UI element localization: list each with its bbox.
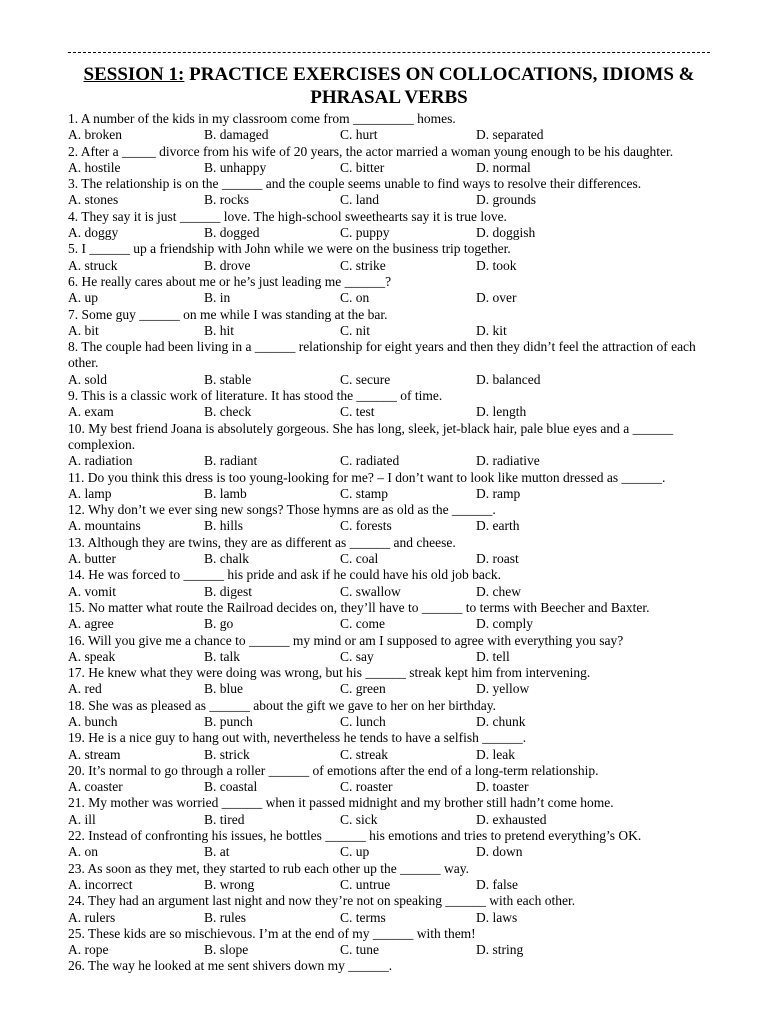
answer-option: C. streak: [340, 746, 388, 762]
answer-option: D. comply: [476, 616, 533, 632]
question-text: 26. The way he looked at me sent shivers down my ______.: [68, 958, 393, 974]
question-text: 19. He is a nice guy to hang out with, nevertheless he tends to have a selfish ______.: [68, 730, 527, 746]
answer-options: [68, 616, 710, 632]
answer-option: A. exam: [68, 404, 114, 420]
answer-option: C. puppy: [340, 225, 390, 241]
question-text: 3. The relationship is on the ______ and the couple seems unable to find ways to resolve their differences.: [68, 176, 642, 192]
answer-option: A. bunch: [68, 713, 118, 729]
question-text: 5. I ______ up a friendship with John while we were on the business trip together.: [68, 241, 511, 257]
answer-option: C. roaster: [340, 779, 393, 795]
question-text: 15. No matter what route the Railroad decides on, they’ll have to ______ to terms with Beecher and Baxter.: [68, 599, 650, 615]
answer-option: C. test: [340, 404, 375, 420]
answer-option: B. slope: [204, 942, 249, 958]
answer-options: [68, 844, 710, 860]
answer-options: [68, 747, 710, 763]
question-text: 25. These kids are so mischievous. I’m at the end of my ______ with them!: [68, 925, 476, 941]
question-text: 4. They say it is just ______ love. The high-school sweethearts say it is true love.: [68, 208, 507, 224]
answer-option: B. dogged: [204, 225, 260, 241]
question-text: 8. The couple had been living in a ______ relationship for eight years and then they didn’t feel the attraction of each other.: [68, 339, 696, 371]
answer-option: C. come: [340, 616, 385, 632]
answer-option: B. strick: [204, 746, 250, 762]
answer-option: A. hostile: [68, 159, 121, 175]
answer-option: A. struck: [68, 257, 118, 273]
document-page: [68, 52, 710, 975]
question-text: 20. It’s normal to go through a roller ______ of emotions after the end of a long-term relationship.: [68, 762, 599, 778]
answer-option: C. hurt: [340, 127, 378, 143]
answer-option: D. down: [476, 844, 523, 860]
answer-options: [68, 779, 710, 795]
answer-option: B. check: [204, 404, 252, 420]
answer-option: C. land: [340, 192, 379, 208]
answer-option: A. stones: [68, 192, 119, 208]
question-text: 13. Although they are twins, they are as different as ______ and cheese.: [68, 534, 456, 550]
answer-options: [68, 681, 710, 697]
answer-option: A. doggy: [68, 225, 119, 241]
answer-options: [68, 225, 710, 241]
answer-options: [68, 160, 710, 176]
answer-option: C. sick: [340, 811, 378, 827]
answer-option: B. stable: [204, 371, 252, 387]
answer-option: B. chalk: [204, 551, 249, 567]
answer-option: D. leak: [476, 746, 515, 762]
answer-option: D. false: [476, 876, 518, 892]
answer-option: D. laws: [476, 909, 518, 925]
question-text: 2. After a _____ divorce from his wife of 20 years, the actor married a woman young enough to be his daughter.: [68, 143, 674, 159]
answer-option: D. earth: [476, 518, 520, 534]
answer-options: [68, 258, 710, 274]
answer-options: [68, 714, 710, 730]
question-item: [68, 665, 710, 698]
answer-option: A. red: [68, 681, 102, 697]
answer-option: B. wrong: [204, 876, 255, 892]
question-text: 16. Will you give me a chance to ______ my mind or am I supposed to agree with everything you say?: [68, 632, 624, 648]
answer-option: B. go: [204, 616, 234, 632]
question-item: [68, 926, 710, 959]
answer-option: D. balanced: [476, 371, 541, 387]
answer-option: A. mountains: [68, 518, 141, 534]
answer-options: [68, 942, 710, 958]
answer-option: D. radiative: [476, 453, 540, 469]
question-text: 21. My mother was worried ______ when it passed midnight and my brother still hadn’t come home.: [68, 795, 614, 811]
page-title: [68, 63, 710, 109]
question-item: [68, 567, 710, 600]
question-item: [68, 893, 710, 926]
question-item: [68, 502, 710, 535]
question-item: [68, 421, 710, 470]
question-text: 11. Do you think this dress is too young-looking for me? – I don’t want to look like mutton dressed as ______.: [68, 469, 666, 485]
answer-option: C. up: [340, 844, 370, 860]
question-text: 9. This is a classic work of literature. It has stood the ______ of time.: [68, 388, 443, 404]
answer-option: D. chunk: [476, 713, 526, 729]
answer-option: C. forests: [340, 518, 392, 534]
question-text: 22. Instead of confronting his issues, he bottles ______ his emotions and tries to pretend everything’s OK.: [68, 828, 642, 844]
question-item: [68, 633, 710, 666]
question-item: [68, 795, 710, 828]
answer-option: C. untrue: [340, 876, 391, 892]
answer-option: A. vomit: [68, 583, 117, 599]
answer-option: C. radiated: [340, 453, 400, 469]
question-text: 6. He really cares about me or he’s just leading me ______?: [68, 273, 392, 289]
answer-option: B. digest: [204, 583, 253, 599]
answer-option: A. sold: [68, 371, 108, 387]
question-item: [68, 144, 710, 177]
question-text: 7. Some guy ______ on me while I was standing at the bar.: [68, 306, 388, 322]
question-item: [68, 861, 710, 894]
question-item: [68, 470, 710, 503]
question-item: [68, 828, 710, 861]
answer-option: C. nit: [340, 322, 371, 338]
answer-option: A. on: [68, 844, 98, 860]
answer-option: D. grounds: [476, 192, 536, 208]
question-item: [68, 600, 710, 633]
answer-options: [68, 486, 710, 502]
answer-option: B. hills: [204, 518, 244, 534]
answer-options: [68, 649, 710, 665]
answer-option: D. length: [476, 404, 527, 420]
question-text: 10. My best friend Joana is absolutely gorgeous. She has long, sleek, jet-black hair, pale blue eyes and a ______ complexion.: [68, 420, 674, 452]
title-text: PRACTICE EXERCISES ON COLLOCATIONS, IDIOMS & PHRASAL VERBS: [184, 64, 695, 108]
question-item: [68, 388, 710, 421]
answer-options: [68, 453, 710, 469]
answer-option: B. rocks: [204, 192, 249, 208]
answer-options: [68, 192, 710, 208]
answer-option: A. bit: [68, 322, 99, 338]
answer-option: C. bitter: [340, 159, 385, 175]
answer-option: C. coal: [340, 551, 379, 567]
question-item: [68, 209, 710, 242]
answer-option: B. radiant: [204, 453, 258, 469]
answer-option: B. drove: [204, 257, 251, 273]
answer-options: [68, 812, 710, 828]
answer-option: C. swallow: [340, 583, 401, 599]
answer-option: A. rulers: [68, 909, 116, 925]
answer-option: B. hit: [204, 322, 235, 338]
answer-options: [68, 323, 710, 339]
answer-option: B. talk: [204, 648, 240, 664]
question-text: 24. They had an argument last night and now they’re not on speaking ______ with each other.: [68, 893, 576, 909]
question-list: [68, 111, 710, 975]
answer-option: C. terms: [340, 909, 386, 925]
session-label: SESSION 1:: [83, 64, 185, 85]
answer-option: B. tired: [204, 811, 245, 827]
question-item: [68, 730, 710, 763]
answer-option: D. doggish: [476, 225, 536, 241]
dashed-divider: [68, 52, 710, 53]
answer-option: D. string: [476, 942, 524, 958]
answer-option: C. secure: [340, 371, 391, 387]
question-text: 1. A number of the kids in my classroom come from _________ homes.: [68, 111, 456, 126]
answer-options: [68, 551, 710, 567]
answer-option: A. broken: [68, 127, 122, 143]
answer-option: A. lamp: [68, 485, 112, 501]
answer-option: B. lamb: [204, 485, 247, 501]
answer-option: B. rules: [204, 909, 246, 925]
answer-option: B. coastal: [204, 779, 258, 795]
answer-option: C. stamp: [340, 485, 389, 501]
answer-option: B. in: [204, 290, 231, 306]
question-text: 12. Why don’t we ever sing new songs? Those hymns are as old as the ______.: [68, 502, 496, 518]
answer-option: C. on: [340, 290, 370, 306]
question-text: 18. She was as pleased as ______ about the gift we gave to her on her birthday.: [68, 697, 497, 713]
answer-option: C. tune: [340, 942, 379, 958]
question-item: [68, 111, 710, 144]
answer-option: A. speak: [68, 648, 116, 664]
answer-option: B. at: [204, 844, 230, 860]
question-item: [68, 339, 710, 388]
answer-option: A. rope: [68, 942, 109, 958]
answer-option: D. tell: [476, 648, 510, 664]
answer-options: [68, 518, 710, 534]
answer-option: D. over: [476, 290, 517, 306]
answer-options: [68, 290, 710, 306]
question-item: [68, 241, 710, 274]
question-item: [68, 763, 710, 796]
question-text: 17. He knew what they were doing was wrong, but his ______ streak kept him from intervening.: [68, 665, 591, 681]
answer-option: D. ramp: [476, 485, 521, 501]
question-item: [68, 958, 710, 974]
answer-option: A. coaster: [68, 779, 123, 795]
answer-option: A. up: [68, 290, 98, 306]
answer-option: C. strike: [340, 257, 386, 273]
answer-option: C. lunch: [340, 713, 386, 729]
answer-options: [68, 584, 710, 600]
answer-option: D. separated: [476, 127, 544, 143]
answer-options: [68, 127, 710, 143]
answer-option: D. exhausted: [476, 811, 547, 827]
question-item: [68, 274, 710, 307]
answer-option: D. toaster: [476, 779, 529, 795]
answer-option: A. incorrect: [68, 876, 133, 892]
answer-option: B. damaged: [204, 127, 269, 143]
answer-option: B. unhappy: [204, 159, 267, 175]
question-item: [68, 535, 710, 568]
answer-option: D. kit: [476, 322, 507, 338]
answer-option: C. say: [340, 648, 374, 664]
answer-option: A. radiation: [68, 453, 133, 469]
answer-options: [68, 404, 710, 420]
answer-options: [68, 877, 710, 893]
question-item: [68, 176, 710, 209]
answer-option: B. blue: [204, 681, 243, 697]
question-text: 23. As soon as they met, they started to rub each other up the ______ way.: [68, 860, 470, 876]
answer-option: D. chew: [476, 583, 521, 599]
answer-option: D. took: [476, 257, 517, 273]
answer-options: [68, 372, 710, 388]
answer-option: A. butter: [68, 551, 116, 567]
answer-option: A. ill: [68, 811, 96, 827]
answer-option: D. roast: [476, 551, 519, 567]
answer-option: D. normal: [476, 159, 531, 175]
question-text: 14. He was forced to ______ his pride and ask if he could have his old job back.: [68, 567, 502, 583]
answer-options: [68, 910, 710, 926]
answer-option: B. punch: [204, 713, 253, 729]
answer-option: C. green: [340, 681, 386, 697]
answer-option: A. agree: [68, 616, 114, 632]
answer-option: A. stream: [68, 746, 121, 762]
answer-option: D. yellow: [476, 681, 530, 697]
question-item: [68, 698, 710, 731]
question-item: [68, 307, 710, 340]
